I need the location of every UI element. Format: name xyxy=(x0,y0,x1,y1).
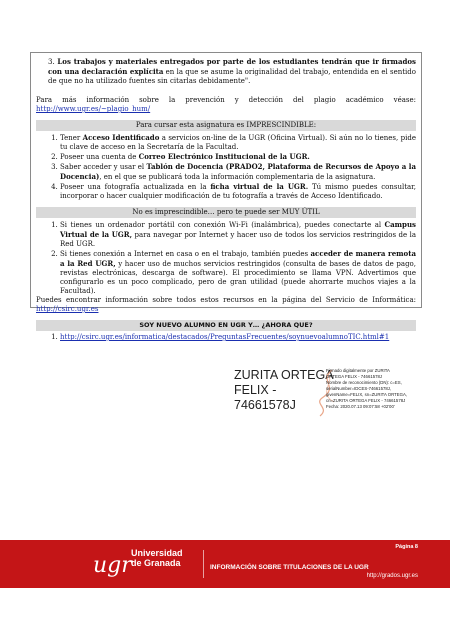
services-info xyxy=(36,296,416,314)
list-item-text: y hacer uso de muchos servicios restringidos (consulta de bases de datos de pago, revistas electrónicas, descarga de software). El procedimiento se llama VPN. Advertimos que configurarlo es un poco complicado, pero de gran utilidad (puede ahorrarte muchos viajes a la Facultad). xyxy=(60,260,416,295)
list-nuevo-alumno xyxy=(36,333,416,342)
list-item-bold: Campus Virtual de la UGR, xyxy=(60,220,416,239)
item-3-bold: Los trabajos y materiales entregados por parte de los estudiantes tendrán que ir firmados con una declaración explícita xyxy=(48,57,416,76)
page-number: Página 8 xyxy=(395,544,418,550)
university-name-line: Universidad xyxy=(131,548,183,558)
list-item-text: para navegar por Internet y hacer uso de todos los servicios restringidos de la Red UGR. xyxy=(60,231,416,248)
footer-title: INFORMACIÓN SOBRE TITULACIONES DE LA UGR xyxy=(210,564,369,571)
list-item-bold: acceder de manera remota a la Red UGR, xyxy=(60,249,416,268)
signature-detail-line: cn=ZURITA ORTEGA FELIX - 74661578J xyxy=(326,398,406,403)
list-item xyxy=(60,162,416,182)
csirc-link[interactable]: http://csirc.ugr.es xyxy=(36,305,99,313)
university-name xyxy=(131,548,183,568)
signer-name-line: FELIX - xyxy=(234,383,277,397)
item-3 xyxy=(36,57,416,86)
list-item-text: Tú mismo puedes consultar, incorporar o hacer cualquier modificación de tu fotografía a través de Acceso Identificado. xyxy=(60,183,416,200)
university-name-line: de Granada xyxy=(131,558,181,568)
footer-divider xyxy=(203,550,204,578)
list-item-text: Poseer una cuenta de xyxy=(60,153,139,161)
band-nuevo-alumno: SOY NUEVO ALUMNO EN UGR Y… ¿AHORA QUE? xyxy=(36,320,416,331)
signature-detail-line: serialNumber=IDCES-74661578J, xyxy=(326,386,392,391)
list-item-bold: Correo Electrónico Institucional de la UGR. xyxy=(138,152,310,161)
signature-detail-line: Nombre de reconocimiento (DN): c=ES, xyxy=(326,380,402,385)
content-box xyxy=(30,52,422,341)
plagio-link[interactable]: http://www.ugr.es/~plagio_hum/ xyxy=(36,105,151,113)
list-imprescindible xyxy=(36,133,416,201)
list-util xyxy=(36,220,416,296)
signer-name-line: ZURITA ORTEGA xyxy=(234,368,334,382)
list-item-text: Si tienes conexión a Internet en casa o en el trabajo, también puedes xyxy=(60,250,311,258)
list-item-bold: ficha virtual de la UGR. xyxy=(210,182,309,191)
signature-detail-line: Fecha: 2020.07.13 09:07:58 +02'00' xyxy=(326,404,395,409)
list-item-bold: Tablón de Docencia (PRADO2, Plataforma de Recursos de Apoyo a la Docencia) xyxy=(60,162,416,181)
list-item-text: Tener xyxy=(60,134,83,142)
signature-details xyxy=(326,368,438,410)
item-3-rest: en la que se asume la originalidad del trabajo, entendida en el sentido de que no ha utilizado fuentes sin citarlas debidamente". xyxy=(48,68,416,85)
list-item-bold: Acceso Identificado xyxy=(82,133,160,142)
list-item xyxy=(60,182,416,201)
services-text: Puedes encontrar información sobre todos estos recursos en la página del Servicio de Informática: xyxy=(36,296,416,304)
list-item xyxy=(60,249,416,296)
svg-text:ugr: ugr xyxy=(93,553,132,578)
band-util: No es imprescindible… pero te puede ser MUY ÚTIL xyxy=(36,207,416,218)
list-item-text: Poseer una fotografía actualizada en la xyxy=(60,183,211,191)
footer-url[interactable]: http://grados.ugr.es xyxy=(366,573,418,579)
list-item xyxy=(60,133,416,152)
ugr-logo-icon xyxy=(93,548,132,580)
list-item-text: , en el que se publicará toda la información complementaria de la asignatura. xyxy=(99,173,376,181)
page-footer xyxy=(0,540,450,588)
signature-detail-line: ORTEGA FELIX - 74661578J xyxy=(326,374,383,379)
signature-detail-line: givenName=FELIX, sn=ZURITA ORTEGA, xyxy=(326,392,408,397)
signature-detail-line: Firmado digitalmente por ZURITA xyxy=(326,368,390,373)
signer-name-line: 74661578J xyxy=(234,398,296,412)
digital-signature xyxy=(234,368,444,448)
list-item-text: Si tienes un ordenador portátil con conexión Wi-Fi (inalámbrica), puedes conectarte al xyxy=(60,221,385,229)
list-item-text: a servicios on-line de la UGR (Oficina Virtual). Si aún no lo tienes, pide tu clave de acceso en la Secretaría de la Facultad. xyxy=(60,134,416,151)
list-item xyxy=(60,152,416,162)
faq-link[interactable]: http://csirc.ugr.es/informatica/destacados/PreguntasFrecuentes/soynuevoalumnoTIC.html#1 xyxy=(60,333,390,341)
list-item xyxy=(60,333,416,342)
band-imprescindible: Para cursar esta asignatura es IMPRESCINDIBLE: xyxy=(36,120,416,131)
item-3-number: 3. xyxy=(48,58,55,66)
plagio-text: Para más información sobre la prevención y detección del plagio académico véase: xyxy=(36,96,416,104)
plagio-info xyxy=(36,96,416,114)
list-item-text: Saber acceder y usar el xyxy=(60,163,147,171)
list-item xyxy=(60,220,416,249)
